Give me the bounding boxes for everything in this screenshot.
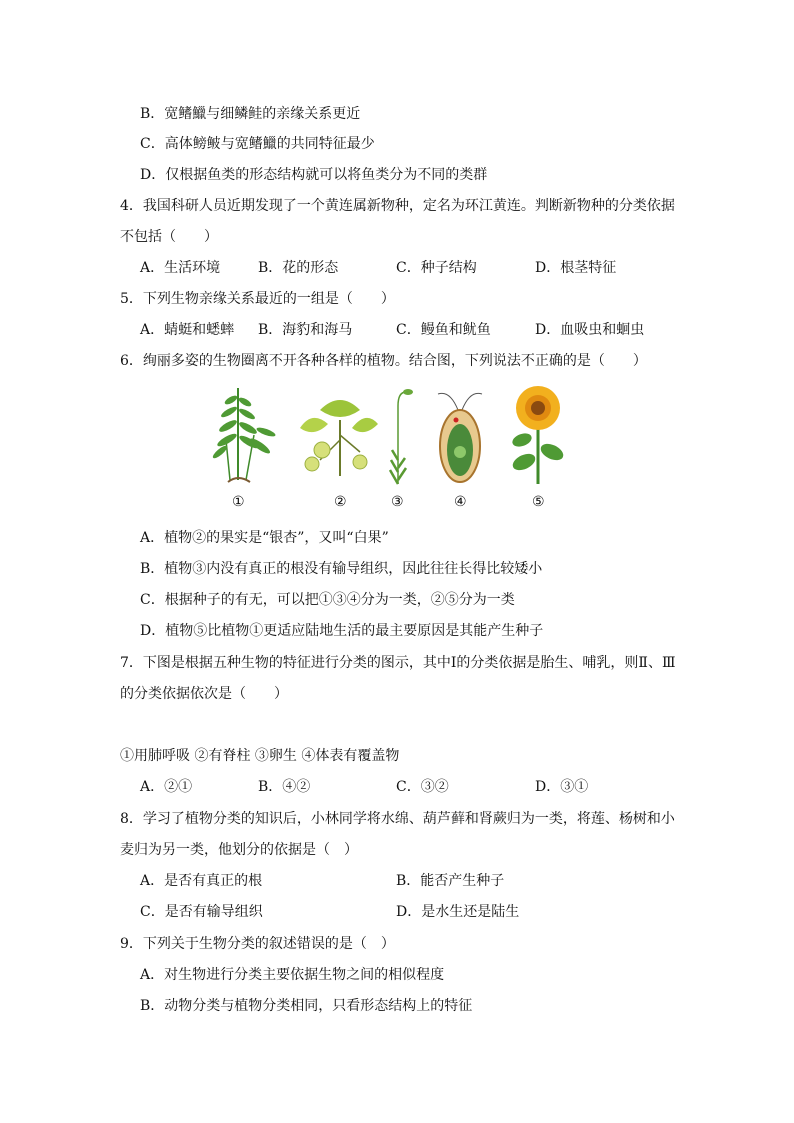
q7-option-d: D．③① (535, 779, 589, 795)
q8-option-c: C．是否有输导组织 (140, 904, 263, 920)
q4-stem-line1: 4．我国科研人员近期发现了一个黄连属新物种，定名为环江黄连。判断新物种的分类依据 (120, 198, 675, 214)
plant-figure (200, 380, 580, 515)
q6-option-d: D．植物⑤比植物①更适应陆地生活的最主要原因是其能产生种子 (140, 623, 544, 639)
moss-icon (390, 389, 413, 484)
q9-option-b: B．动物分类与植物分类相同，只看形态结构上的特征 (140, 998, 473, 1014)
q7-stem-line1: 7．下图是根据五种生物的特征进行分类的图示，其中Ⅰ的分类依据是胎生、哺乳，则Ⅱ、Ⅲ (120, 655, 676, 671)
q7-option-a: A．②① (140, 779, 193, 795)
q4-option-c: C．种子结构 (396, 260, 477, 276)
q8-option-b: B．能否产生种子 (396, 873, 505, 889)
q4-option-d: D．根茎特征 (535, 260, 617, 276)
q4-option-b: B．花的形态 (258, 260, 339, 276)
sunflower-icon (510, 386, 566, 484)
figure-label-3: ③ (391, 494, 404, 510)
q8-stem-line2: 麦归为另一类，他划分的依据是（ ） (120, 842, 358, 858)
q3-option-c: C．高体鳑鲏与宽鳍鱲的共同特征最少 (140, 136, 375, 152)
q7-option-c: C．③② (396, 779, 449, 795)
q3-option-d: D．仅根据鱼类的形态结构就可以将鱼类分为不同的类群 (140, 167, 488, 183)
figure-label-1: ① (232, 494, 245, 510)
figure-label-4: ④ (454, 494, 467, 510)
q6-option-b: B．植物③内没有真正的根没有输导组织，因此往往长得比较矮小 (140, 561, 543, 577)
q8-stem-line1: 8．学习了植物分类的知识后，小林同学将水绵、葫芦藓和肾蕨归为一类，将莲、杨树和小 (120, 811, 675, 827)
q8-option-d: D．是水生还是陆生 (396, 904, 520, 920)
plant-illustrations (200, 380, 580, 492)
q4-option-a: A．生活环境 (140, 260, 221, 276)
q5-stem: 5．下列生物亲缘关系最近的一组是（ ） (120, 291, 395, 307)
q7-option-b: B．④② (258, 779, 311, 795)
q7-choices: ①用肺呼吸 ②有脊柱 ③卵生 ④体表有覆盖物 (120, 748, 400, 764)
figure-label-2: ② (334, 494, 347, 510)
q8-option-a: A．是否有真正的根 (140, 873, 263, 889)
q3-option-b: B．宽鳍鱲与细鳞鲑的亲缘关系更近 (140, 106, 361, 122)
q5-option-d: D．血吸虫和蛔虫 (535, 322, 645, 338)
q9-option-a: A．对生物进行分类主要依据生物之间的相似程度 (140, 967, 445, 983)
q6-option-a: A．植物②的果实是“银杏”，又叫“白果” (140, 530, 389, 546)
q5-option-b: B．海豹和海马 (258, 322, 353, 338)
fern-icon (211, 388, 276, 482)
algae-cell-icon (438, 393, 482, 482)
q6-option-c: C．根据种子的有无，可以把①③④分为一类，②⑤分为一类 (140, 592, 515, 608)
q5-option-c: C．鳗鱼和鱿鱼 (396, 322, 491, 338)
ginkgo-icon (300, 400, 378, 476)
q6-stem: 6．绚丽多姿的生物圈离不开各种各样的植物。结合图，下列说法不正确的是（ ） (120, 353, 647, 369)
figure-label-5: ⑤ (532, 494, 545, 510)
q4-stem-line2: 不包括（ ） (120, 229, 218, 245)
q9-stem: 9．下列关于生物分类的叙述错误的是（ ） (120, 936, 395, 952)
q5-option-a: A．蜻蜓和蟋蟀 (140, 322, 235, 338)
q7-stem-line2: 的分类依据依次是（ ） (120, 686, 288, 702)
